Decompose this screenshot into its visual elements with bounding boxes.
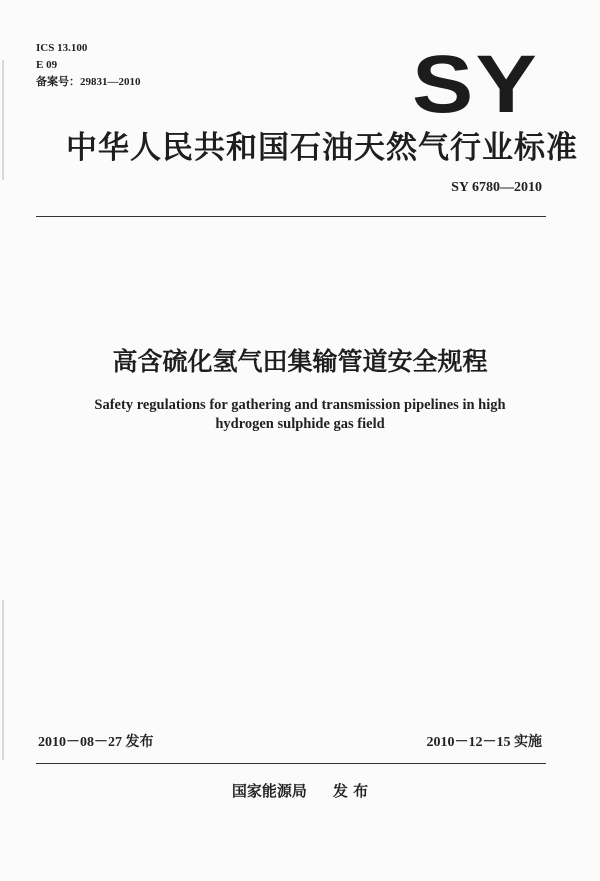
document-title-cn: 高含硫化氢气田集输管道安全规程 xyxy=(112,347,488,376)
document-title-en-line-2: hydrogen sulphide gas field xyxy=(215,416,385,432)
standard-code: SY 6780—2010 xyxy=(451,180,542,195)
record-number: 备案号：29831—2010 xyxy=(36,76,141,88)
scan-edge-mark xyxy=(2,60,4,180)
top-divider xyxy=(36,216,546,217)
issue-date: 2010－08－27 发布 xyxy=(38,735,154,750)
publisher-action: 发 布 xyxy=(332,782,369,800)
scan-edge-mark xyxy=(2,600,4,760)
sy-logo: SY xyxy=(412,39,539,130)
category-code: E 09 xyxy=(36,59,58,71)
publisher-line xyxy=(0,780,600,801)
bottom-divider xyxy=(36,763,546,764)
document-title-en-line-1: Safety regulations for gathering and transmission pipelines in high xyxy=(94,397,506,413)
standard-category-title: 中华人民共和国石油天然气行业标准 xyxy=(66,130,578,166)
classification-block xyxy=(36,40,141,91)
implementation-date: 2010－12－15 实施 xyxy=(426,735,542,750)
ics-code: ICS 13.100 xyxy=(36,42,88,54)
publisher-name: 国家能源局 xyxy=(231,782,307,800)
document-title-en xyxy=(0,396,600,434)
